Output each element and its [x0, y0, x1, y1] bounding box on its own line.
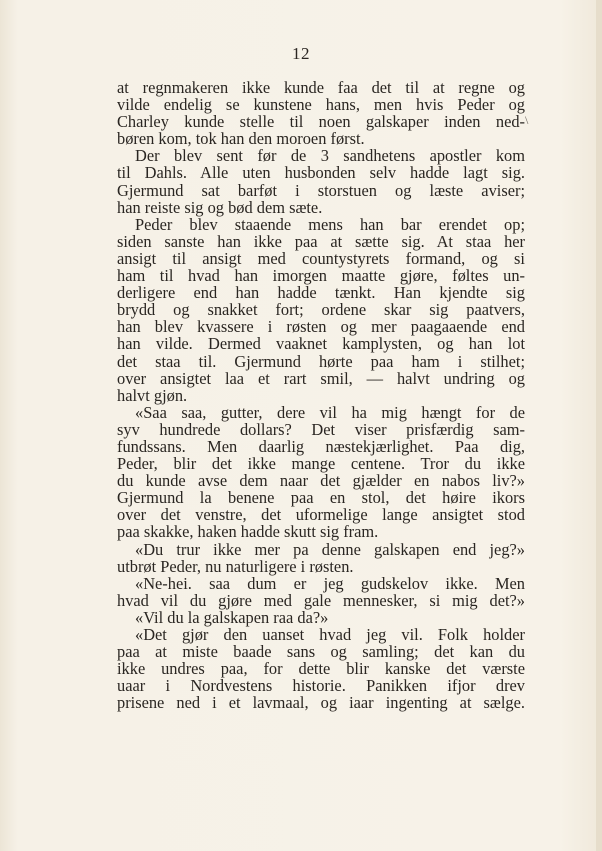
text-line: siden sanste han ikke paa at sætte sig. At staa her [117, 231, 525, 251]
text-line: «Saa saa, gutter, dere vil ha mig hængt for de [135, 402, 525, 422]
page-edge [596, 0, 602, 851]
text-line: til Dahls. Alle uten husbonden selv hadde lagt sig. [117, 163, 525, 183]
text-line: Der blev sent før de 3 sandhetens apostler kom [135, 146, 525, 166]
text-line: han reiste sig og bød dem sæte. [117, 197, 323, 217]
text-line: fundssans. Men daarlig næstekjærlighet. Paa dig, [117, 436, 525, 456]
text-line: prisene ned i et lavmaal, og iaar ingenting at sælge. [117, 693, 525, 713]
text-line: derligere end han hadde tænkt. Han kjendte sig [117, 283, 525, 303]
text-line: Gjermund la benene paa en stol, det høire ikors [117, 488, 525, 508]
text-line: hvad vil du gjøre med gale mennesker, si mig det?» [117, 590, 525, 610]
text-line: ikke undres paa, for dette blir kanske det værste [117, 659, 525, 679]
text-line: Peder blev staaende mens han bar erendet op; [135, 214, 525, 234]
text-line: børen kom, tok han den moroen først. [117, 129, 365, 149]
body-text [117, 79, 525, 711]
text-line: ham til hvad han imorgen maatte gjøre, føltes un- [117, 266, 525, 286]
text-line: han vilde. Dermed vaaknet kamplysten, og han lot [117, 334, 525, 354]
text-line: over ansigtet laa et rart smil, — halvt undring og [117, 368, 525, 388]
text-line: det staa til. Gjermund hørte paa ham i stilhet; [117, 351, 525, 371]
text-line: ansigt til ansigt med countystyrets formand, og si [117, 248, 525, 268]
text-line: Peder, blir det ikke mange centene. Tror du ikke [117, 454, 525, 474]
text-line: «Det gjør den uanset hvad jeg vil. Folk holder [135, 625, 525, 644]
text-line: paa at miste baade sans og samling; det kan du [117, 642, 525, 662]
text-line: halvt gjøn. [117, 385, 188, 405]
text-line: «Du trur ikke mer pa denne galskapen end jeg?» [135, 539, 525, 559]
text-line: brydd og snakket fort; ordene skar sig paatvers, [117, 300, 525, 320]
text-line: over det venstre, det uformelige lange ansigtet stod [117, 505, 525, 525]
text-line: «Vil du la galskapen raa da?» [135, 607, 329, 627]
margin-pencil-mark: \ [525, 113, 529, 127]
text-line: du kunde avse dem naar det gjælder en nabos liv?» [117, 471, 525, 491]
text-line: han blev kvassere i røsten og mer paagaaende end [117, 317, 525, 337]
page-number: 12 [292, 44, 310, 63]
text-line: at regnmakeren ikke kunde faa det til at regne og [117, 78, 525, 97]
text-line: uaar i Nordvestens historie. Panikken ifjor drev [117, 676, 525, 696]
text-line: utbrøt Peder, nu naturligere i røsten. [117, 556, 354, 576]
text-line: vilde endelig se kunstene hans, men hvis Peder og [117, 95, 525, 115]
text-line: Gjermund sat barføt i storstuen og læste aviser; [117, 180, 525, 200]
text-line: syv hundrede dollars? Det viser prisfærdig sam- [117, 419, 525, 439]
text-line: «Ne-hei. saa dum er jeg gudskelov ikke. Men [135, 573, 525, 593]
text-line: Charley kunde stelle til noen galskaper inden ned- [117, 112, 525, 132]
text-line: paa skakke, haken hadde skutt sig fram. [117, 522, 379, 542]
